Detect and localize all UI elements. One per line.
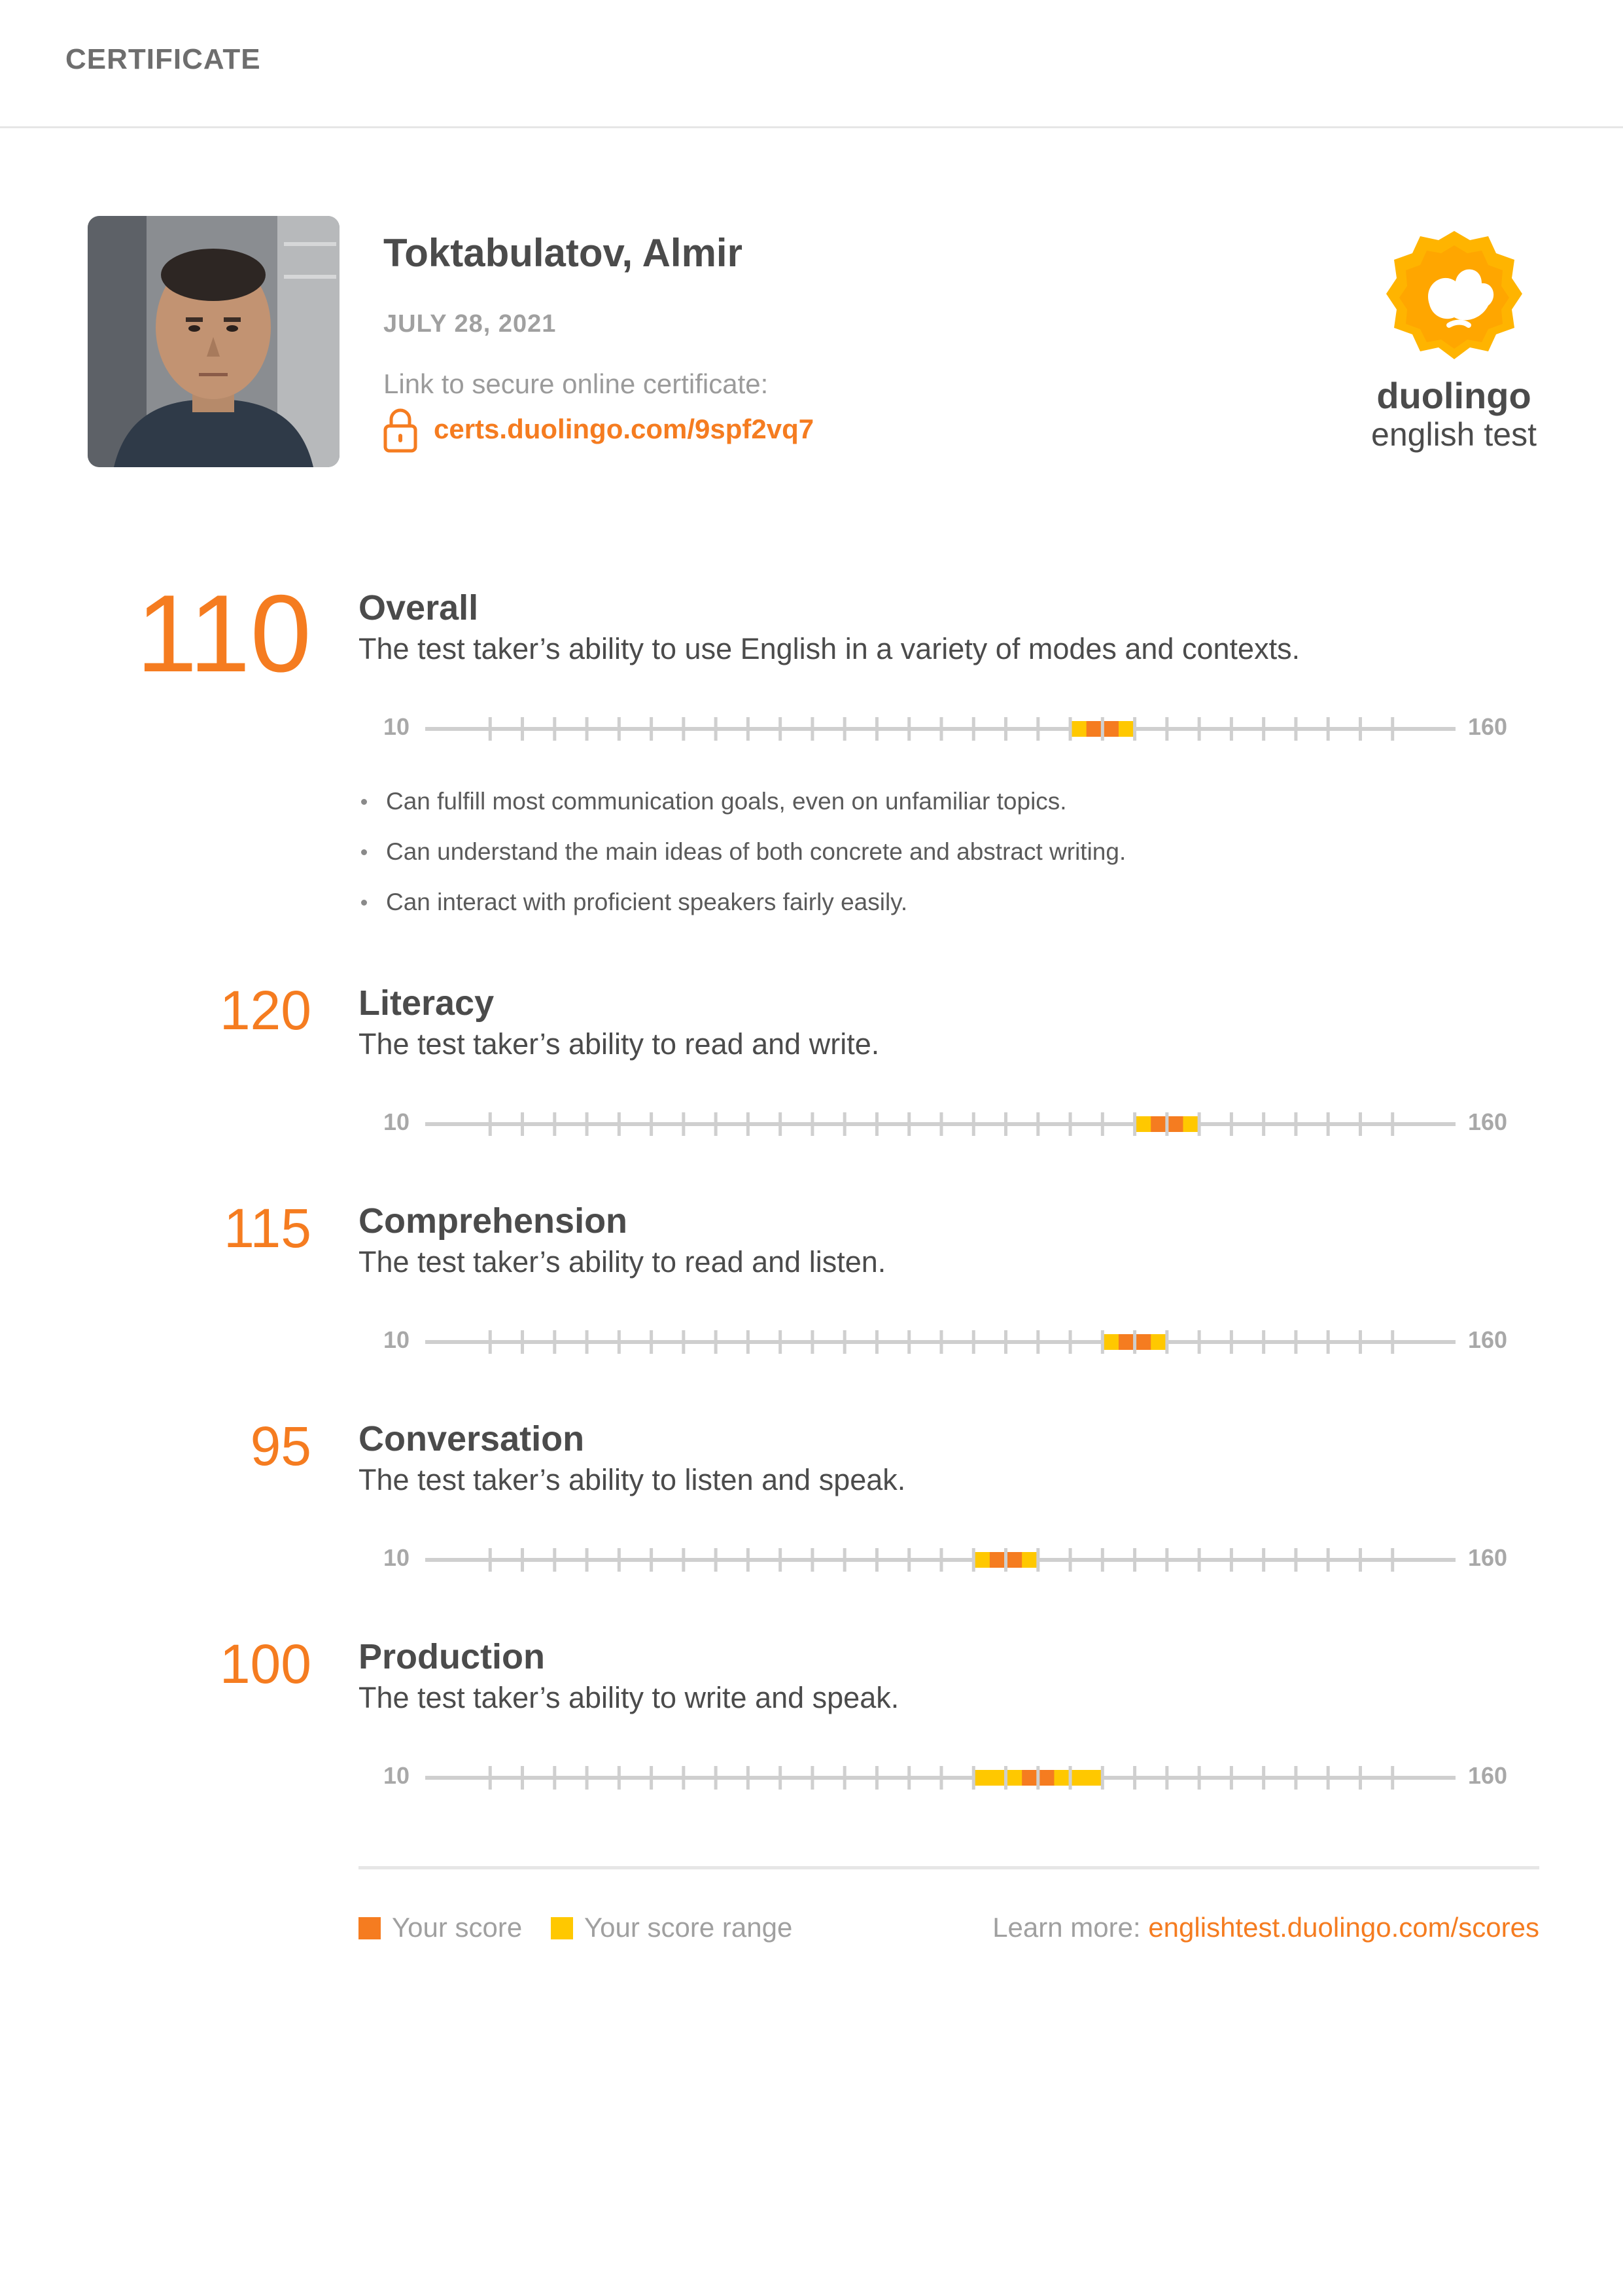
section-overall <box>0 572 1623 801</box>
descriptor-item: Can interact with proficient speakers fairly easily. <box>358 883 1126 933</box>
section-literacy <box>0 974 1623 1196</box>
scale-min-label: 10 <box>383 1326 410 1353</box>
certificate-link[interactable]: certs.duolingo.com/9spf2vq7 <box>434 414 814 444</box>
scale-min-label: 10 <box>383 1544 410 1571</box>
test-date: JULY 28, 2021 <box>383 310 557 338</box>
scale-max-label: 160 <box>1468 1326 1508 1353</box>
section-description: The test taker’s ability to write and speak. <box>358 1681 899 1714</box>
logo-wordmark: duolingo <box>1376 375 1531 416</box>
scale-min-label: 10 <box>383 1762 410 1789</box>
candidate-name: Toktabulatov, Almir <box>383 231 742 275</box>
section-title: Comprehension <box>358 1201 628 1241</box>
score-range-swatch <box>551 1917 573 1939</box>
section-conversation <box>0 1409 1623 1632</box>
score-range-legend: Your score range <box>584 1912 793 1943</box>
candidate-photo <box>88 216 340 467</box>
your-score-legend: Your score <box>392 1912 523 1943</box>
section-comprehension <box>0 1192 1623 1414</box>
score-scale <box>425 1104 1459 1144</box>
descriptor-item: Can fulfill most communication goals, even on unfamiliar topics. <box>358 782 1126 832</box>
scale-max-label: 160 <box>1468 713 1508 740</box>
header-divider <box>0 126 1623 128</box>
section-title: Literacy <box>358 983 495 1023</box>
literacy-score: 120 <box>219 980 311 1041</box>
section-production <box>0 1627 1623 1850</box>
section-title: Production <box>358 1637 545 1676</box>
footer-divider <box>358 1866 1539 1869</box>
section-title: Conversation <box>358 1419 585 1458</box>
score-scale <box>425 1540 1459 1580</box>
score-scale <box>425 1758 1459 1797</box>
learn-more-label: Learn more: <box>992 1912 1141 1943</box>
overall-descriptors <box>358 782 1126 933</box>
learn-more <box>992 1912 1539 1943</box>
certificate-link-label: Link to secure online certificate: <box>383 368 769 399</box>
section-title: Overall <box>358 588 479 627</box>
scale-max-label: 160 <box>1468 1544 1508 1571</box>
section-description: The test taker’s ability to read and listen. <box>358 1245 886 1279</box>
score-scale <box>425 709 1459 749</box>
section-description: The test taker’s ability to use English in a variety of modes and contexts. <box>358 632 1300 665</box>
logo-subtitle: english test <box>1371 416 1537 453</box>
overall-score: 110 <box>136 572 311 695</box>
descriptor-item: Can understand the main ideas of both concrete and abstract writing. <box>358 832 1126 883</box>
comprehension-score: 115 <box>224 1197 311 1259</box>
production-score: 100 <box>219 1633 311 1695</box>
your-score-swatch <box>358 1917 381 1939</box>
scale-min-label: 10 <box>383 713 410 740</box>
learn-more-link[interactable]: englishtest.duolingo.com/scores <box>1148 1912 1539 1943</box>
conversation-score: 95 <box>250 1415 311 1477</box>
score-scale <box>425 1322 1459 1362</box>
section-description: The test taker’s ability to listen and speak. <box>358 1463 906 1496</box>
header-title: CERTIFICATE <box>65 43 261 75</box>
lock-icon <box>383 408 417 453</box>
scale-min-label: 10 <box>383 1108 410 1135</box>
scale-max-label: 160 <box>1468 1762 1508 1789</box>
section-description: The test taker’s ability to read and write. <box>358 1027 880 1061</box>
scale-max-label: 160 <box>1468 1108 1508 1135</box>
duolingo-logo-icon <box>1384 226 1525 370</box>
